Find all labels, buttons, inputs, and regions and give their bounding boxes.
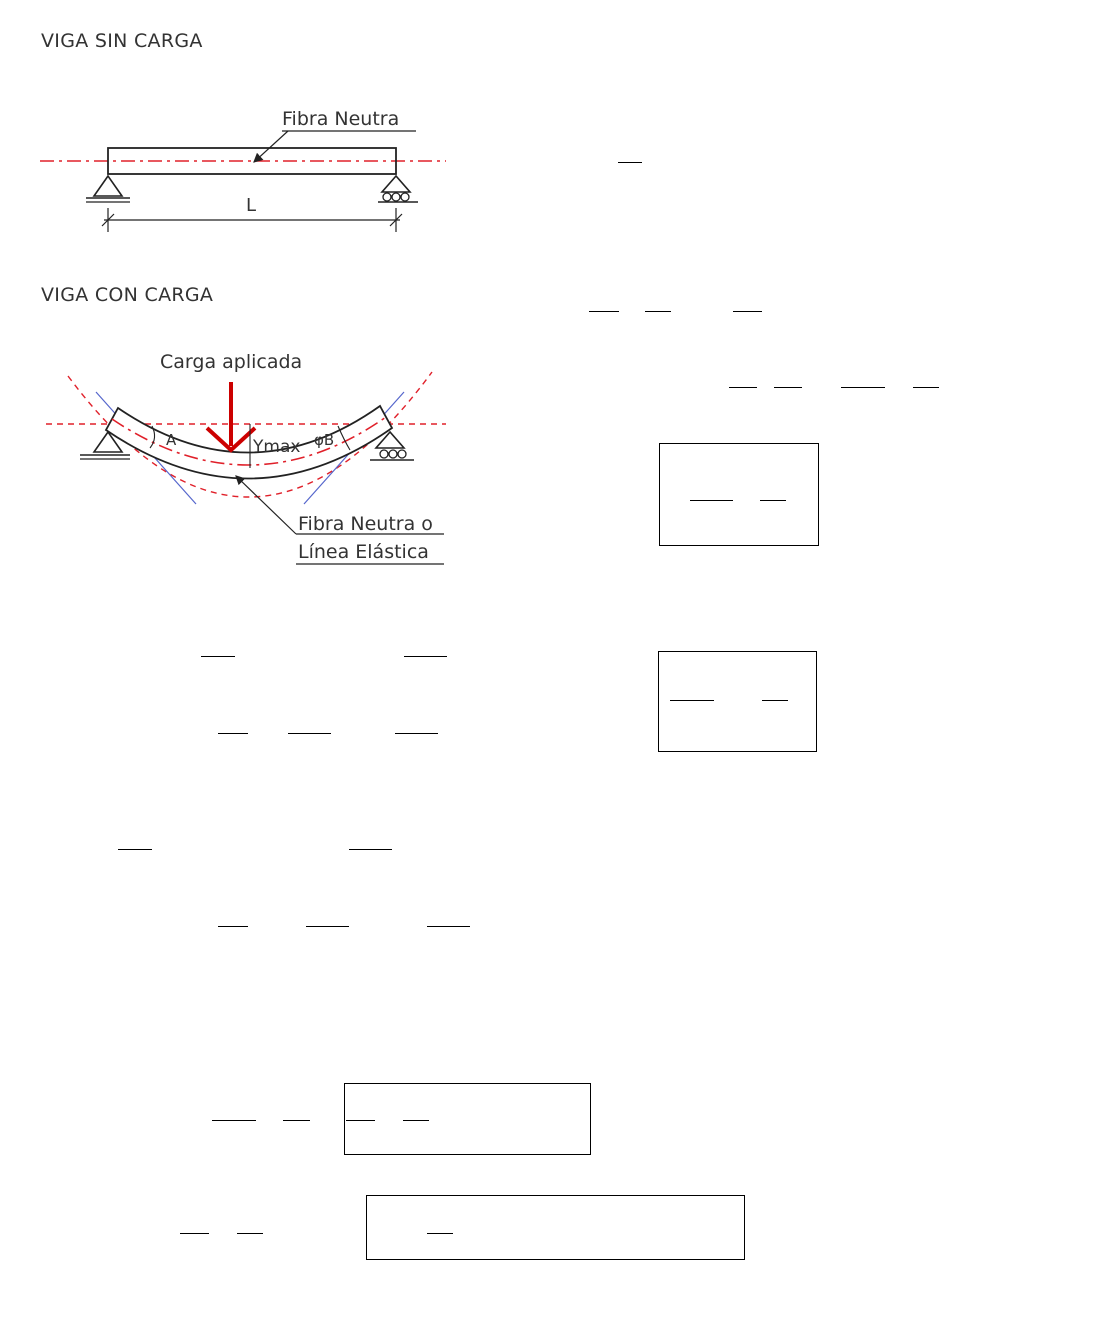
fraction-bar: [237, 1233, 263, 1234]
fraction-bar: [733, 311, 762, 312]
roller-support-right: [378, 176, 418, 202]
fraction-bar: [427, 926, 470, 927]
fraction-bar: [201, 656, 235, 657]
elastic-line-leader: [236, 476, 296, 534]
length-label: L: [246, 195, 257, 216]
fraction-bar: [180, 1233, 209, 1234]
fraction-bar: [645, 311, 671, 312]
fraction-bar: [395, 733, 438, 734]
neutral-fiber-leader: [254, 131, 288, 162]
fraction-bar: [841, 387, 885, 388]
beam-loaded: [106, 406, 392, 479]
fraction-bar: [760, 500, 786, 501]
fraction-bar: [729, 387, 757, 388]
load-arrow: [207, 382, 255, 450]
fraction-bar: [283, 1120, 310, 1121]
fraction-bar: [403, 1120, 429, 1121]
formula-box: [659, 443, 819, 546]
fraction-bar: [118, 849, 152, 850]
pin-support-left: [86, 176, 130, 202]
elastic-label-line1: Fibra Neutra o: [298, 513, 433, 535]
fraction-bar: [288, 733, 331, 734]
fraction-bar: [218, 926, 248, 927]
formula-box: [344, 1083, 591, 1155]
angle-a-label: A: [166, 431, 177, 449]
fraction-bar: [670, 700, 714, 701]
fraction-bar: [306, 926, 349, 927]
formula-box: [658, 651, 817, 752]
fraction-bar: [212, 1120, 256, 1121]
fraction-bar: [427, 1233, 453, 1234]
fraction-bar: [774, 387, 802, 388]
fraction-bar: [218, 733, 248, 734]
loaded-beam-diagram: [46, 372, 446, 564]
ymax-label: Ymax: [253, 437, 301, 457]
fraction-bar: [404, 656, 447, 657]
fraction-bar: [762, 700, 788, 701]
fraction-bar: [346, 1120, 375, 1121]
formula-box: [366, 1195, 745, 1260]
title-viga-sin-carga: VIGA SIN CARGA: [41, 30, 203, 52]
fraction-bar: [690, 500, 733, 501]
fraction-bar: [589, 311, 619, 312]
fraction-bar: [618, 162, 642, 163]
elastic-label-line2: Línea Elástica: [298, 541, 429, 563]
fraction-bar: [913, 387, 939, 388]
title-viga-con-carga: VIGA CON CARGA: [41, 284, 214, 306]
angle-b-label: φB: [314, 431, 335, 449]
fraction-bar: [349, 849, 392, 850]
load-label: Carga aplicada: [160, 351, 303, 373]
neutral-fiber-label: Fibra Neutra: [282, 108, 400, 130]
